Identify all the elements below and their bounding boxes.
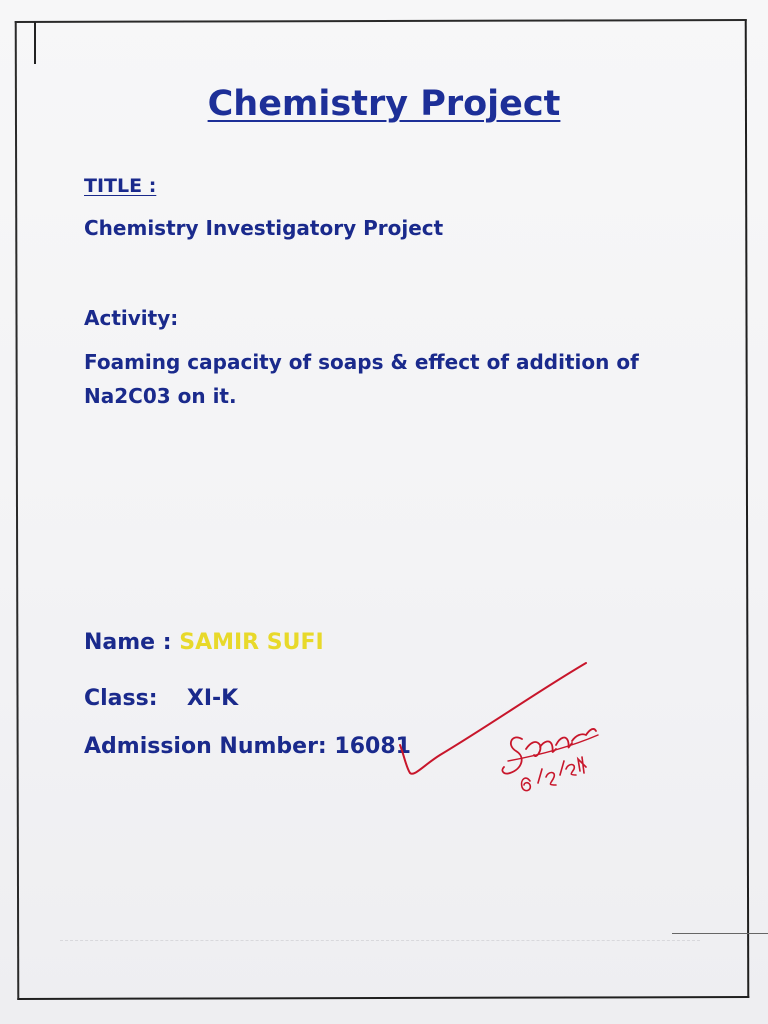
edge-mark — [672, 933, 768, 934]
activity-line-1: Foaming capacity of soaps & effect of addition of — [84, 350, 639, 374]
activity-line-2: Na2C03 on it. — [84, 384, 237, 408]
title-value: Chemistry Investigatory Project — [84, 216, 444, 240]
activity-label: Activity: — [84, 306, 179, 330]
handwritten-signature — [390, 655, 610, 795]
page-heading — [0, 84, 768, 124]
fold-line — [60, 940, 700, 941]
name-row — [84, 630, 324, 655]
class-value: XI-K — [186, 686, 239, 711]
title-label: TITLE : — [84, 175, 157, 197]
page-heading-text: Chemistry Project — [207, 84, 561, 124]
name-label: Name : — [84, 630, 180, 655]
page-border — [15, 19, 750, 1000]
admission-value: 16081 — [334, 734, 411, 759]
class-row — [84, 686, 238, 711]
name-value: SAMIR SUFI — [179, 630, 324, 655]
admission-label: Admission Number: — [84, 734, 327, 759]
pen-mark — [34, 22, 36, 64]
class-label: Class: — [84, 686, 158, 711]
admission-row — [84, 734, 411, 759]
